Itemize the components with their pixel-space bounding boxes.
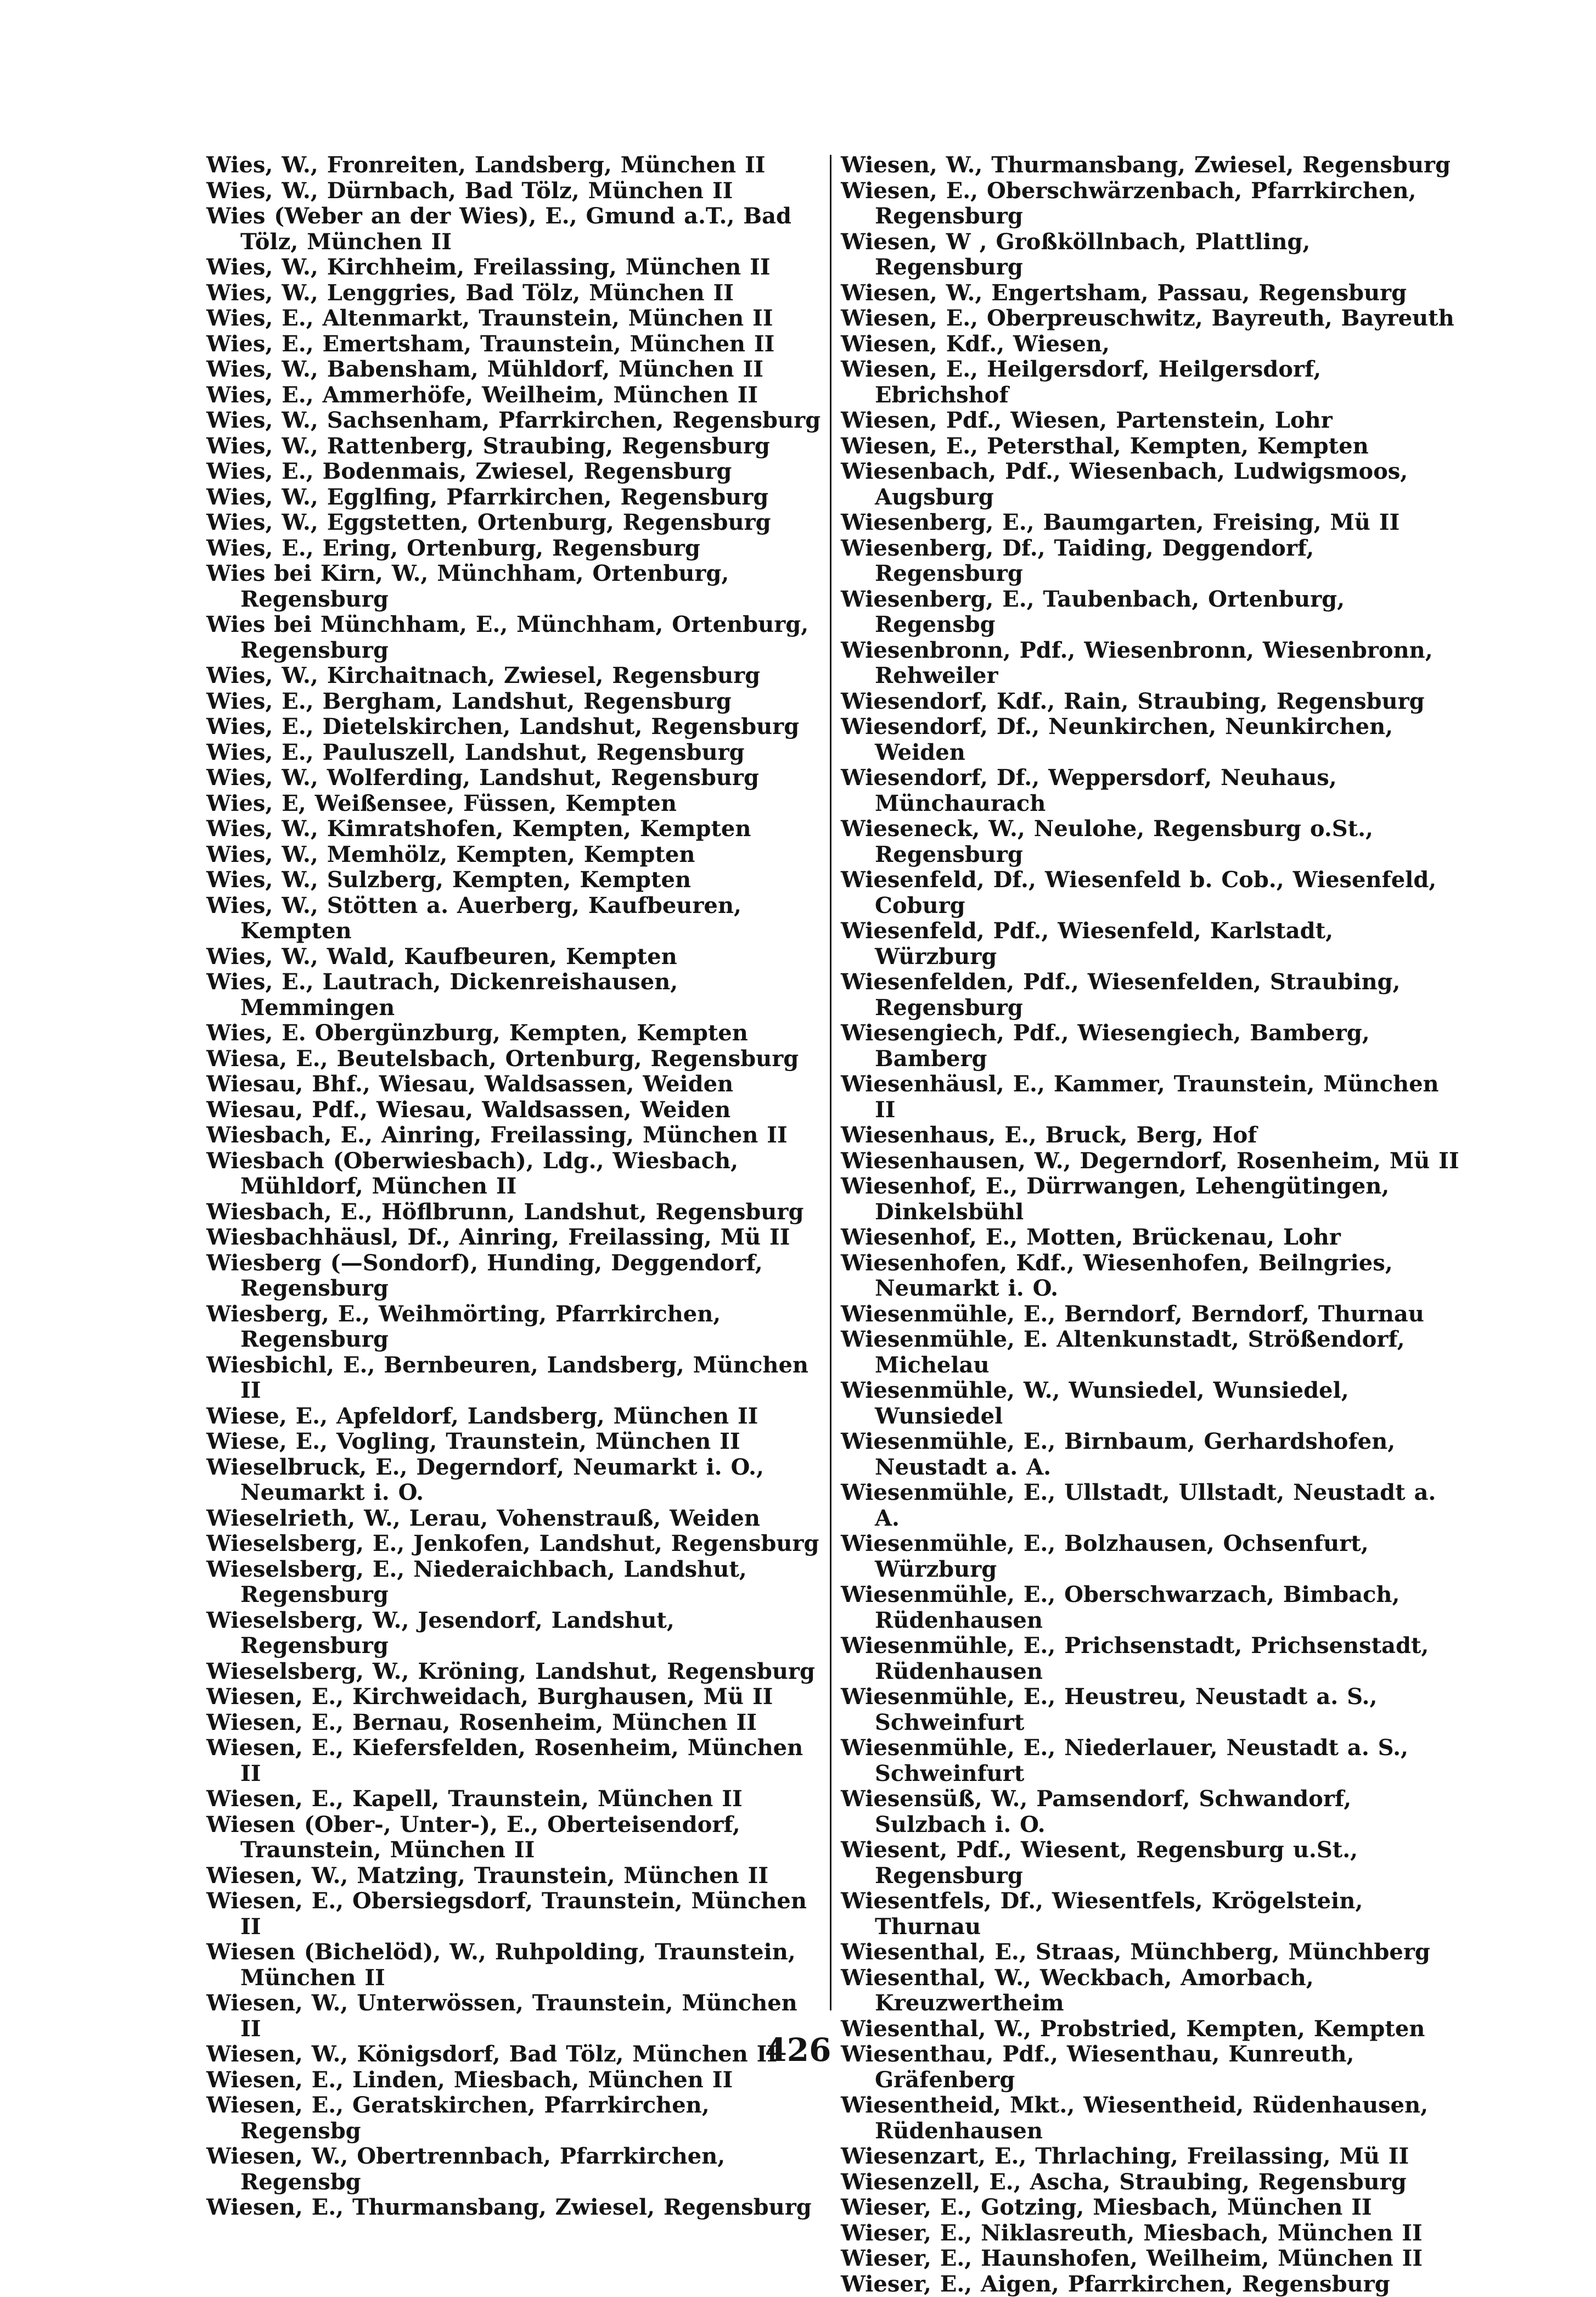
directory-entry: Wiesenmühle, W., Wunsiedel, Wunsiedel, Wunsiedel [841, 1378, 1460, 1429]
directory-entry: Wiese, E., Vogling, Traunstein, München II [206, 1429, 827, 1455]
directory-entry: Wiesenmühle, E., Heustreu, Neustadt a. S., Schweinfurt [841, 1684, 1460, 1735]
directory-entry: Wiesentfels, Df., Wiesentfels, Krögelstein, Thurnau [841, 1889, 1460, 1940]
directory-entry: Wieselsberg, E., Niederaichbach, Landshut, Regensburg [206, 1557, 827, 1608]
directory-entry: Wies, W., Fronreiten, Landsberg, München II [206, 153, 827, 178]
directory-entry: Wies, W., Eggstetten, Ortenburg, Regensburg [206, 510, 827, 536]
directory-entry: Wiesen, E., Linden, Miesbach, München II [206, 2068, 827, 2093]
directory-entry: Wiesenbach, Pdf., Wiesenbach, Ludwigsmoos, Augsburg [841, 459, 1460, 510]
directory-entry: Wies, W., Babensham, Mühldorf, München II [206, 357, 827, 383]
directory-entry: Wies, W., Kimratshofen, Kempten, Kempten [206, 816, 827, 842]
directory-entry: Wiesen, E., Geratskirchen, Pfarrkirchen, Regensbg [206, 2093, 827, 2144]
directory-entry: Wies, W., Rattenberg, Straubing, Regensburg [206, 434, 827, 460]
directory-entry: Wiesen, E., Kiefersfelden, Rosenheim, München II [206, 1735, 827, 1786]
directory-entry: Wiesenhofen, Kdf., Wiesenhofen, Beilngries, Neumarkt i. O. [841, 1251, 1460, 1302]
directory-entry: Wiesen, W., Königsdorf, Bad Tölz, München II [206, 2042, 827, 2068]
directory-entry: Wiesbach, E., Höflbrunn, Landshut, Regensburg [206, 1200, 827, 1225]
directory-entry: Wies, E., Pauluszell, Landshut, Regensburg [206, 740, 827, 766]
directory-entry: Wiesen, W., Matzing, Traunstein, München II [206, 1863, 827, 1889]
directory-entry: Wies, W., Egglfing, Pfarrkirchen, Regensburg [206, 485, 827, 511]
directory-entry: Wiesen, E., Oberpreuschwitz, Bayreuth, Bayreuth [841, 306, 1460, 332]
directory-entry: Wies, W., Memhölz, Kempten, Kempten [206, 842, 827, 868]
directory-entry: Wiesenmühle, E., Berndorf, Berndorf, Thurnau [841, 1302, 1460, 1327]
directory-entry: Wiesent, Pdf., Wiesent, Regensburg u.St., Regensburg [841, 1837, 1460, 1889]
directory-entry: Wiese, E., Apfeldorf, Landsberg, München II [206, 1404, 827, 1430]
directory-entry: Wiesen, Pdf., Wiesen, Partenstein, Lohr [841, 408, 1460, 434]
directory-entry: Wiesen, W., Unterwössen, Traunstein, München II [206, 1991, 827, 2042]
directory-entry: Wies, W., Kirchheim, Freilassing, München II [206, 255, 827, 281]
directory-entry: Wiesenhaus, E., Bruck, Berg, Hof [841, 1123, 1460, 1148]
directory-entry: Wiesenzart, E., Thrlaching, Freilassing, Mü II [841, 2144, 1460, 2170]
directory-entry: Wies, E., Bodenmais, Zwiesel, Regensburg [206, 459, 827, 485]
directory-entry: Wies, E. Obergünzburg, Kempten, Kempten [206, 1021, 827, 1046]
directory-entry: Wies, W., Sachsenham, Pfarrkirchen, Regensburg [206, 408, 827, 434]
directory-entry: Wieseneck, W., Neulohe, Regensburg o.St., Regensburg [841, 816, 1460, 867]
directory-entry: Wiesendorf, Kdf., Rain, Straubing, Regensburg [841, 689, 1460, 715]
directory-entry: Wies, E., Bergham, Landshut, Regensburg [206, 689, 827, 715]
column-divider [830, 155, 831, 2010]
directory-entry: Wiesentheid, Mkt., Wiesentheid, Rüdenhausen, Rüdenhausen [841, 2093, 1460, 2144]
directory-entry: Wiesenmühle, E., Prichsenstadt, Prichsenstadt, Rüdenhausen [841, 1633, 1460, 1684]
directory-entry: Wiesen, E., Kirchweidach, Burghausen, Mü II [206, 1684, 827, 1710]
directory-entry: Wiesbichl, E., Bernbeuren, Landsberg, München II [206, 1353, 827, 1404]
directory-entry: Wies, W., Wald, Kaufbeuren, Kempten [206, 944, 827, 970]
directory-entry: Wiesengiech, Pdf., Wiesengiech, Bamberg, Bamberg [841, 1021, 1460, 1072]
directory-entry: Wies, E., Altenmarkt, Traunstein, München II [206, 306, 827, 332]
directory-entry: Wies, E., Emertsham, Traunstein, München II [206, 332, 827, 357]
directory-entry: Wiesbachhäusl, Df., Ainring, Freilassing, Mü II [206, 1225, 827, 1251]
directory-entry: Wies, W., Kirchaitnach, Zwiesel, Regensburg [206, 663, 827, 689]
directory-entry: Wiesbach (Oberwiesbach), Ldg., Wiesbach, Mühldorf, München II [206, 1148, 827, 1200]
directory-entry: Wiesenhof, E., Motten, Brückenau, Lohr [841, 1225, 1460, 1251]
directory-entry: Wiesen, W., Thurmansbang, Zwiesel, Regensburg [841, 153, 1460, 178]
directory-entry: Wies, W., Wolferding, Landshut, Regensburg [206, 765, 827, 791]
directory-entry: Wies bei Münchham, E., Münchham, Ortenburg, Regensburg [206, 612, 827, 663]
directory-entry: Wiesenmühle, E., Bolzhausen, Ochsenfurt, Würzburg [841, 1531, 1460, 1582]
directory-entry: Wiesau, Bhf., Wiesau, Waldsassen, Weiden [206, 1072, 827, 1097]
directory-entry: Wiesensüß, W., Pamsendorf, Schwandorf, Sulzbach i. O. [841, 1786, 1460, 1837]
directory-entry: Wiesenhausen, W., Degerndorf, Rosenheim, Mü II [841, 1148, 1460, 1174]
directory-entry: Wiesenthal, W., Probstried, Kempten, Kempten [841, 2016, 1460, 2042]
directory-entry: Wiesenmühle, E., Niederlauer, Neustadt a. S., Schweinfurt [841, 1735, 1460, 1786]
directory-entry: Wiesenbronn, Pdf., Wiesenbronn, Wiesenbronn, Rehweiler [841, 638, 1460, 689]
directory-entry: Wiesberg, E., Weihmörting, Pfarrkirchen, Regensburg [206, 1302, 827, 1353]
directory-entry: Wiesau, Pdf., Wiesau, Waldsassen, Weiden [206, 1097, 827, 1123]
directory-entry: Wiesen, Kdf., Wiesen, [841, 332, 1460, 357]
directory-entry: Wiesen, E., Thurmansbang, Zwiesel, Regensburg [206, 2195, 827, 2221]
directory-entry: Wiesenmühle, E., Oberschwarzach, Bimbach, Rüdenhausen [841, 1582, 1460, 1633]
directory-entry: Wies, W., Stötten a. Auerberg, Kaufbeuren, Kempten [206, 893, 827, 944]
directory-entry: Wiesen, E., Petersthal, Kempten, Kempten [841, 434, 1460, 460]
directory-entry: Wiesenberg, E., Taubenbach, Ortenburg, Regensbg [841, 587, 1460, 638]
directory-entry: Wiesenberg, Df., Taiding, Deggendorf, Regensburg [841, 536, 1460, 587]
directory-entry: Wiesen, W., Engertsham, Passau, Regensburg [841, 281, 1460, 306]
right-column [841, 153, 1460, 2297]
directory-entry: Wieser, E., Aigen, Pfarrkirchen, Regensburg [841, 2272, 1460, 2297]
directory-entry: Wies, E., Ering, Ortenburg, Regensburg [206, 536, 827, 562]
directory-entry: Wiesberg (—Sondorf), Hunding, Deggendorf, Regensburg [206, 1251, 827, 1302]
directory-entry: Wies, W., Dürnbach, Bad Tölz, München II [206, 178, 827, 204]
directory-entry: Wiesen, E., Heilgersdorf, Heilgersdorf, Ebrichshof [841, 357, 1460, 408]
directory-entry: Wiesenthau, Pdf., Wiesenthau, Kunreuth, Gräfenberg [841, 2042, 1460, 2093]
directory-entry: Wieselbruck, E., Degerndorf, Neumarkt i. O., Neumarkt i. O. [206, 1455, 827, 1506]
directory-entry: Wies, W., Lenggries, Bad Tölz, München II [206, 281, 827, 306]
directory-entry: Wies, W., Sulzberg, Kempten, Kempten [206, 867, 827, 893]
directory-entry: Wiesenmühle, E., Ullstadt, Ullstadt, Neustadt a. A. [841, 1480, 1460, 1531]
directory-entry: Wieselsberg, W., Jesendorf, Landshut, Regensburg [206, 1608, 827, 1659]
page-number: 426 [0, 2031, 1596, 2069]
directory-entry: Wiesenberg, E., Baumgarten, Freising, Mü II [841, 510, 1460, 536]
directory-entry: Wiesenthal, E., Straas, Münchberg, Münchberg [841, 1940, 1460, 1965]
directory-entry: Wieser, E., Gotzing, Miesbach, München II [841, 2195, 1460, 2221]
directory-entry: Wieselsberg, W., Kröning, Landshut, Regensburg [206, 1659, 827, 1685]
directory-entry: Wiesenhäusl, E., Kammer, Traunstein, München II [841, 1072, 1460, 1123]
directory-entry: Wiesel​sberg, E., Jenkofen, Landshut, Regensburg [206, 1531, 827, 1557]
directory-entry: Wies, E., Lautrach, Dickenreishausen, Memmingen [206, 970, 827, 1021]
directory-entry: Wiesa, E., Beutelsbach, Ortenburg, Regensburg [206, 1046, 827, 1072]
directory-entry: Wieser, E., Haunshofen, Weilheim, München II [841, 2246, 1460, 2272]
directory-entry: Wiesenzell, E., Ascha, Straubing, Regensburg [841, 2170, 1460, 2195]
directory-entry: Wiesendorf, Df., Neunkirchen, Neunkirchen, Weiden [841, 714, 1460, 765]
directory-entry: Wiesen, E., Oberschwärzenbach, Pfarrkirchen, Regensburg [841, 178, 1460, 229]
directory-entry: Wiesenthal, W., Weckbach, Amorbach, Kreuzwertheim [841, 1965, 1460, 2016]
directory-entry: Wiesenmühle, E. Altenkunstadt, Strößendorf, Michelau [841, 1327, 1460, 1378]
directory-entry: Wiesen, W , Großköllnbach, Plattling, Regensburg [841, 229, 1460, 281]
directory-entry: Wies (Weber an der Wies), E., Gmund a.T., Bad Tölz, München II [206, 204, 827, 255]
directory-entry: Wiesenhof, E., Dürrwangen, Lehengütingen, Dinkelsbühl [841, 1174, 1460, 1225]
directory-entry: Wies, E., Dietelskirchen, Landshut, Regensburg [206, 714, 827, 740]
left-column [206, 153, 827, 2221]
directory-entry: Wies, E., Ammerhöfe, Weilheim, München II [206, 383, 827, 408]
directory-entry: Wiesen, E., Obersiegsdorf, Traunstein, München II [206, 1889, 827, 1940]
directory-entry: Wiesenfeld, Pdf., Wiesenfeld, Karlstadt, Würzburg [841, 918, 1460, 970]
directory-entry: Wiesen (Bichelöd), W., Ruhpolding, Traunstein, München II [206, 1940, 827, 1991]
directory-entry: Wiesen (Ober-, Unter-), E., Oberteisendorf, Traunstein, München II [206, 1812, 827, 1863]
directory-entry: Wiesen, W., Obertrennbach, Pfarrkirchen, Regensbg [206, 2144, 827, 2195]
directory-entry: Wies, E, Weißensee, Füssen, Kempten [206, 791, 827, 817]
directory-entry: Wieser, E., Niklasreuth, Miesbach, München II [841, 2221, 1460, 2246]
directory-entry: Wieselrieth, W., Lerau, Vohenstrauß, Weiden [206, 1506, 827, 1532]
directory-entry: Wiesenfelden, Pdf., Wiesenfelden, Straubing, Regensburg [841, 970, 1460, 1021]
directory-entry: Wiesenmühle, E., Birnbaum, Gerhardshofen, Neustadt a. A. [841, 1429, 1460, 1480]
directory-entry: Wies bei Kirn, W., Münchham, Ortenburg, Regensburg [206, 561, 827, 612]
directory-entry: Wiesen, E., Bernau, Rosenheim, München II [206, 1710, 827, 1736]
directory-entry: Wiesbach, E., Ainring, Freilassing, München II [206, 1123, 827, 1148]
directory-entry: Wiesenfeld, Df., Wiesenfeld b. Cob., Wiesenfeld, Coburg [841, 867, 1460, 918]
directory-entry: Wiesendorf, Df., Weppersdorf, Neuhaus, Münchaurach [841, 765, 1460, 816]
directory-entry: Wiesen, E., Kapell, Traunstein, München II [206, 1786, 827, 1812]
